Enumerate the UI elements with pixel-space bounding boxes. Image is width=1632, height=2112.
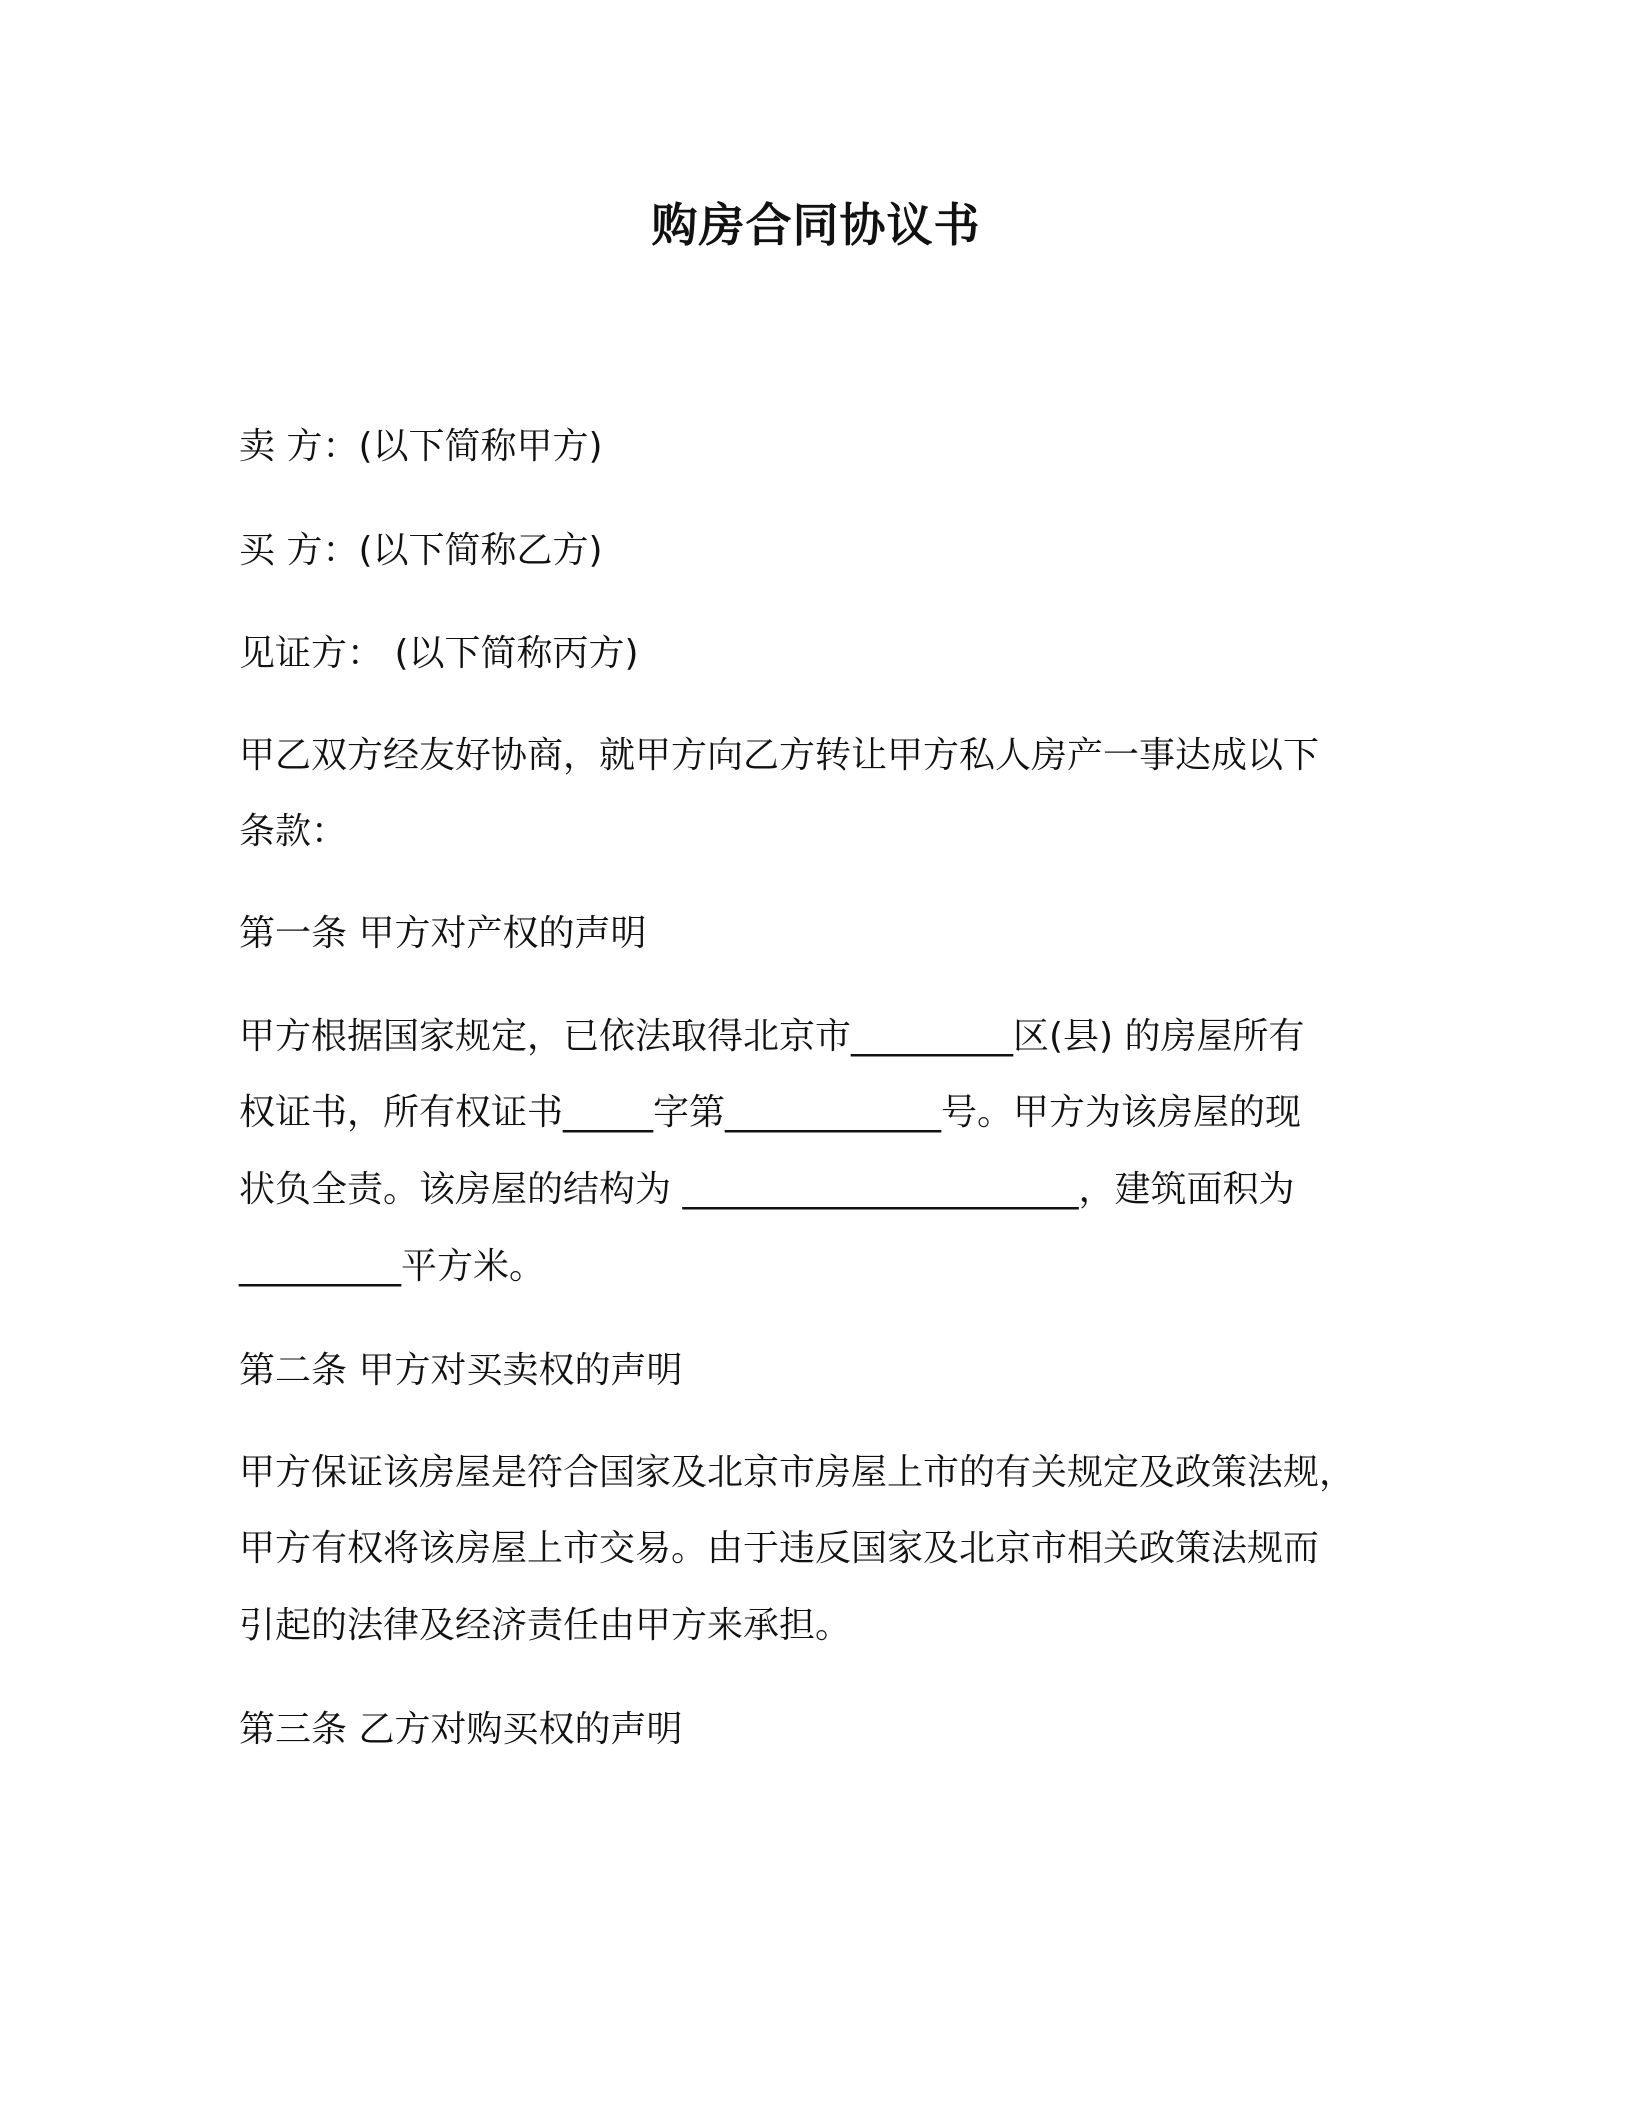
buyer-line: 买 方：(以下简称乙方) xyxy=(239,530,603,571)
witness-line: 见证方： (以下简称丙方) xyxy=(239,633,639,674)
article-1-body-line-1: 甲方根据国家规定，已依法取得北京市_________区(县) 的房屋所有 xyxy=(239,1016,1305,1057)
article-1-body-line-4: _________平方米。 xyxy=(239,1246,546,1287)
article-3-heading: 第三条 乙方对购买权的声明 xyxy=(239,1709,683,1750)
article-2-heading: 第二条 甲方对买卖权的声明 xyxy=(239,1350,683,1391)
article-1-body-line-2: 权证书，所有权证书_____字第____________号。甲方为该房屋的现 xyxy=(239,1092,1302,1133)
intro-line-1: 甲乙双方经友好协商，就甲方向乙方转让甲方私人房产一事达成以下 xyxy=(239,735,1320,776)
article-1-heading: 第一条 甲方对产权的声明 xyxy=(239,913,647,954)
document-title: 购房合同协议书 xyxy=(651,198,981,252)
article-1-body-line-3: 状负全责。该房屋的结构为 ______________________，建筑面积为 xyxy=(239,1169,1295,1210)
seller-line: 卖 方：(以下简称甲方) xyxy=(239,426,603,467)
article-2-body-line-2: 甲方有权将该房屋上市交易。由于违反国家及北京市相关政策法规而 xyxy=(239,1528,1320,1569)
intro-line-2: 条款： xyxy=(239,811,348,852)
article-2-body-line-3: 引起的法律及经济责任由甲方来承担。 xyxy=(239,1605,852,1646)
article-2-body-line-1: 甲方保证该房屋是符合国家及北京市房屋上市的有关规定及政策法规， xyxy=(239,1452,1356,1493)
